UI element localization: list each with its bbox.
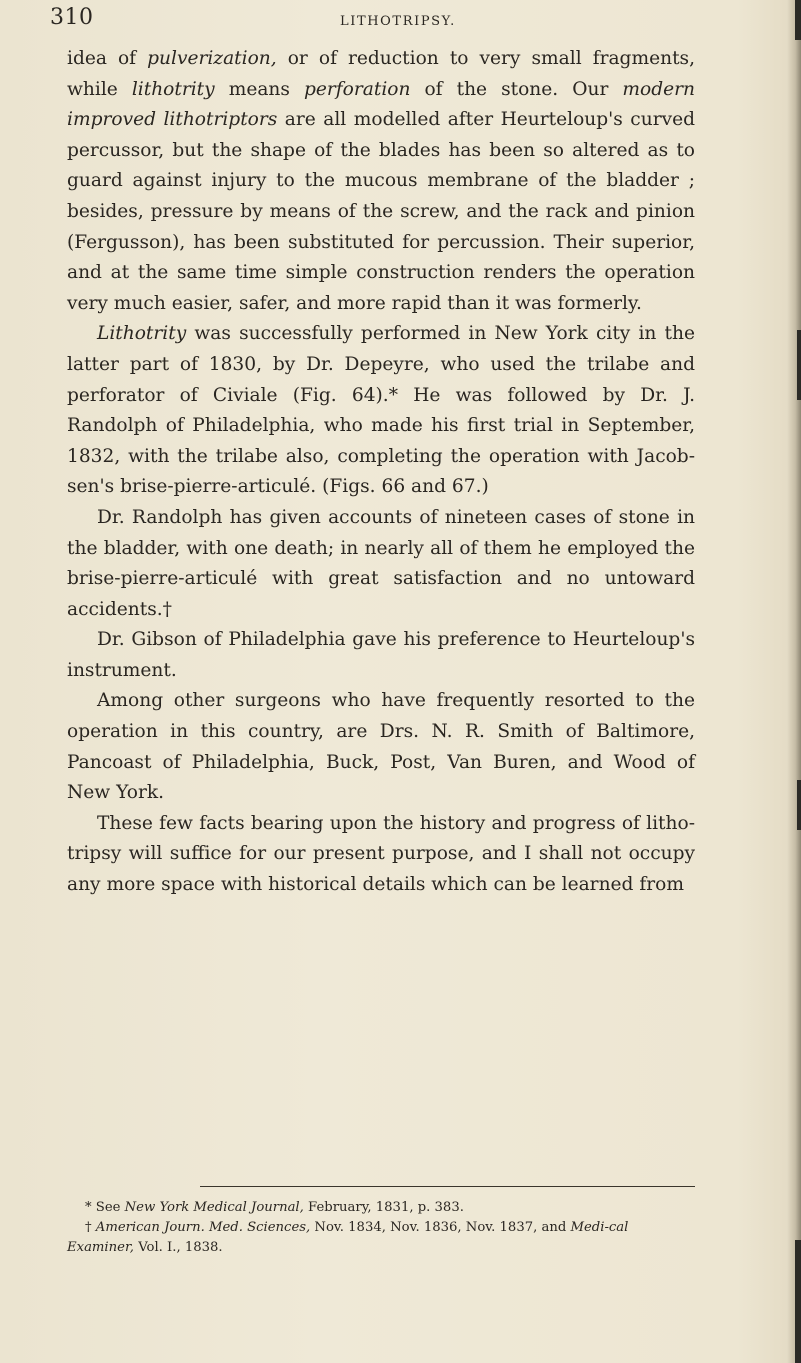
page-edge-mark	[797, 330, 801, 400]
page-edge-mark	[795, 0, 801, 40]
paragraph-6: These few facts bearing upon the history and progress of litho-tripsy will suffice for our present purpose, and I shall not occupy any more space with historical details which can be learned from	[67, 812, 695, 896]
paragraph-3: Dr. Randolph has given accounts of nineteen cases of stone in the bladder, with one death; in nearly all of them he employed the brise-pierre-articulé with great satisfaction and no untoward accidents.†	[67, 506, 695, 620]
paragraph-2: Lithotrity was successfully performed in New York city in the latter part of 1830, by Dr. Depeyre, who used the trilabe and perforator of Civiale (Fig. 64).* He was followed by Dr. J. Randolph of Philadelphia, who made his first trial in September, 1832, with the trilabe also, completing the operation with Jacob-sen's brise-pierre-articulé. (Figs. 66 and 67.)	[67, 323, 695, 498]
paragraph-4: Dr. Gibson of Philadelphia gave his preference to Heurteloup's instrument.	[67, 629, 695, 681]
page-edge-mark	[795, 1240, 801, 1363]
paragraph-1: idea of pulverization, or of reduction to very small fragments, while lithotrity means perforation of the stone. Our modern improved lithotriptors are all modelled after Heurteloup's curved percussor, but the shape of the blades has been so altered as to guard against injury to the mucous membrane of the bladder ; besides, pressure by means of the screw, and the rack and pinion (Fergusson), has been substituted for percussion. Their superior, and at the same time simple construction renders the operation very much easier, safer, and more rapid than it was formerly.	[67, 48, 695, 314]
footnotes	[67, 1198, 695, 1258]
page-edge-shadow	[787, 0, 801, 1363]
page-edge-mark	[797, 780, 801, 830]
footnote-divider	[200, 1186, 695, 1187]
footnote-2: † American Journ. Med. Sciences, Nov. 1834, Nov. 1836, Nov. 1837, and Medi-cal Examiner, Vol. I., 1838.	[67, 1220, 629, 1255]
paragraph-5: Among other surgeons who have frequently resorted to the operation in this country, are Drs. N. R. Smith of Baltimore, Pancoast of Philadelphia, Buck, Post, Van Buren, and Wood of New York.	[67, 690, 695, 804]
page-number: 310	[50, 5, 94, 30]
footnote-1: * See New York Medical Journal, February, 1831, p. 383.	[85, 1200, 464, 1215]
running-head: LITHOTRIPSY.	[340, 14, 456, 29]
body-text	[67, 44, 695, 901]
page-header	[50, 5, 690, 35]
